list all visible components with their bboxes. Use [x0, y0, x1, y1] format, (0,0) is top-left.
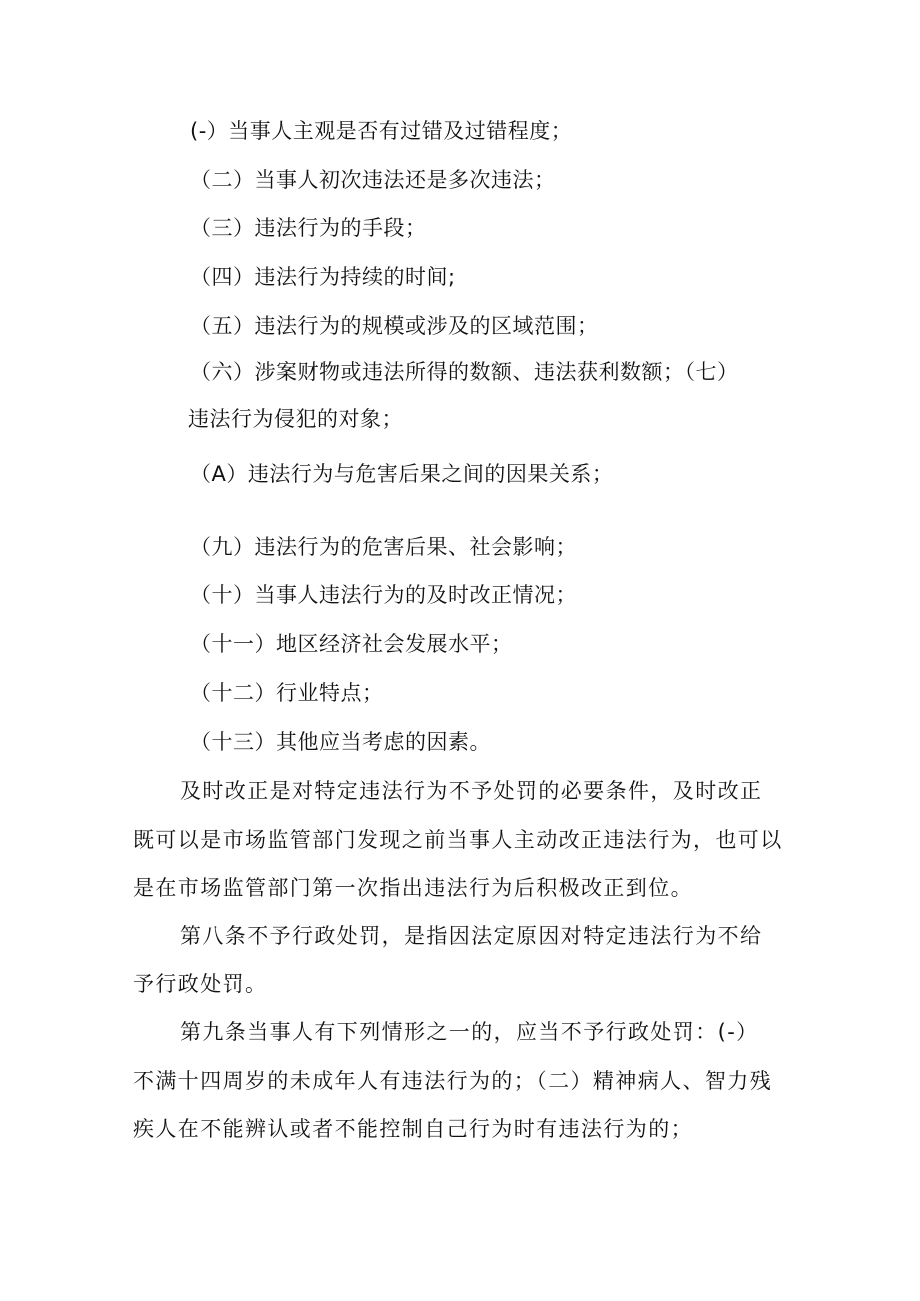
article-8-line-1: 第八条不予行政处罚，是指因法定原因对特定违法行为不给 [180, 924, 763, 948]
list-item-10: （十）当事人违法行为的及时改正情况； [190, 583, 577, 607]
article-9-line-1: 第九条当事人有下列情形之一的，应当不予行政处罚：(-） [180, 1020, 759, 1044]
list-item-6: （六）涉案财物或违法所得的数额、违法获利数额；（七） [190, 360, 739, 384]
list-item-12: （十二）行业特点； [190, 681, 384, 705]
article-8-line-2: 予行政处罚。 [133, 972, 268, 996]
list-item-11: （十一）地区经济社会发展水平； [190, 632, 513, 656]
correction-paragraph-line-2: 既可以是市场监管部门发现之前当事人主动改正违法行为，也可以 [133, 828, 783, 852]
list-item-1: (-）当事人主观是否有过错及过错程度； [190, 119, 573, 143]
article-9-line-3: 疾人在不能辨认或者不能控制自己行为时有违法行为的； [133, 1117, 693, 1141]
list-item-7: 违法行为侵犯的对象； [188, 407, 403, 431]
article-9-line-2: 不满十四周岁的未成年人有违法行为的；（二）精神病人、智力残 [133, 1069, 773, 1093]
correction-paragraph-line-1: 及时改正是对特定违法行为不予处罚的必要条件，及时改正 [180, 779, 763, 803]
correction-paragraph-line-3: 是在市场监管部门第一次指出违法行为后积极改正到位。 [133, 876, 693, 900]
list-item-9: （九）违法行为的危害后果、社会影响； [190, 535, 577, 559]
list-item-3: （三）违法行为的手段； [190, 216, 427, 240]
list-item-4: （四）违法行为持续的时间; [190, 265, 456, 289]
list-item-13: （十三）其他应当考虑的因素。 [190, 730, 491, 754]
list-item-5: （五）违法行为的规模或涉及的区域范围； [190, 314, 599, 338]
list-item-2: （二）当事人初次违法还是多次违法； [190, 168, 556, 192]
list-item-8: （A）违法行为与危害后果之间的因果关系； [190, 462, 614, 486]
